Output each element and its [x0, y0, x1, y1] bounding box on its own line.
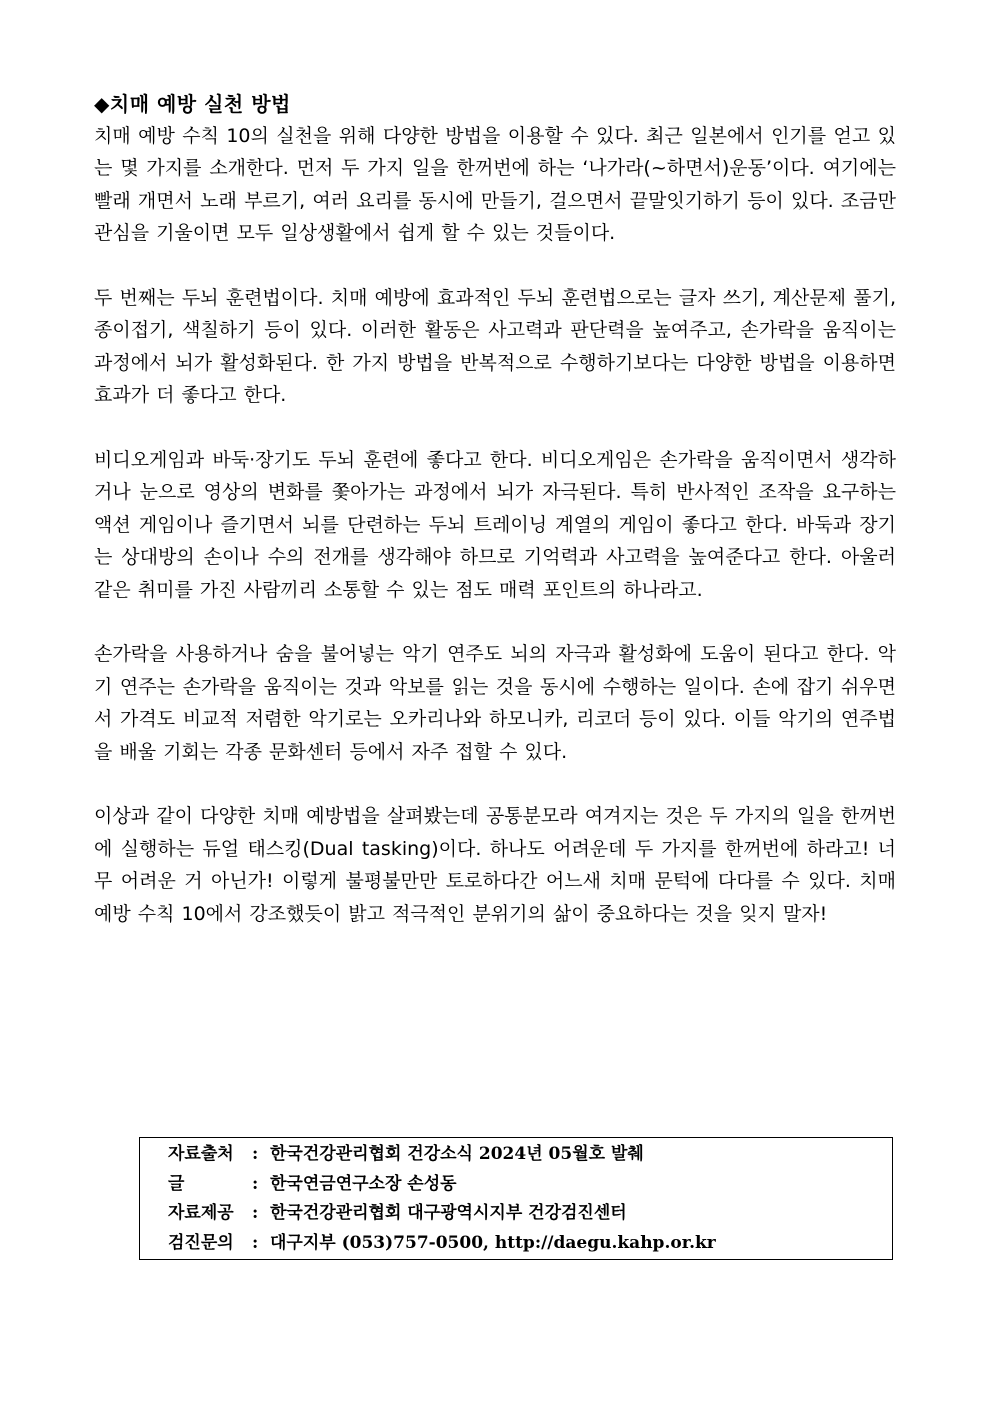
section-heading: ◆치매 예방 실천 방법: [94, 92, 291, 116]
credit-value: 한국건강관리협회 건강소식 2024년 05월호 발췌: [270, 1144, 644, 1164]
credit-label: 자료출처: [168, 1144, 234, 1164]
paragraph-dual-tasking: 이상과 같이 다양한 치매 예방법을 살펴봤는데 공통분모라 여겨지는 것은 두 가지의 일을 한꺼번에 실행하는 듀얼 태스킹(Dual tasking)이다. 하나도 어려운데 두 가지를 한꺼번에 하라고! 너무 어려운 거 아닌가! 이렇게 불평불만만 토로하다간 어느새 치매 문턱에 다다를 수 있다. 치매 예방 수칙 10에서 강조했듯이 밝고 적극적인 분위기의 삶이 중요하다는 것을 잊지 말자!: [94, 805, 896, 925]
credit-label: 자료제공: [168, 1203, 234, 1223]
paragraph-games-baduk: 비디오게임과 바둑·장기도 두뇌 훈련에 좋다고 한다. 비디오게임은 손가락을 움직이면서 생각하거나 눈으로 영상의 변화를 쫓아가는 과정에서 뇌가 자극된다. 특히 반사적인 조작을 요구하는 액션 게임이나 즐기면서 뇌를 단련하는 두뇌 트레이닝 계열의 게임이 좋다고 한다. 바둑과 장기는 상대방의 손이나 수의 전개를 생각해야 하므로 기억력과 사고력을 높여준다고 한다. 아울러 같은 취미를 가진 사람끼리 소통할 수 있는 점도 매력 포인트의 하나라고.: [94, 449, 896, 601]
paragraph-brain-training: 두 번째는 두뇌 훈련법이다. 치매 예방에 효과적인 두뇌 훈련법으로는 글자 쓰기, 계산문제 풀기, 종이접기, 색칠하기 등이 있다. 이러한 활동은 사고력과 판단력을 높여주고, 손가락을 움직이는 과정에서 뇌가 활성화된다. 한 가지 방법을 반복적으로 수행하기보다는 다양한 방법을 이용하면 효과가 더 좋다고 한다.: [94, 287, 896, 407]
credit-label: 검진문의: [168, 1232, 234, 1253]
credit-separator: :: [252, 1144, 259, 1164]
credit-value: 한국건강관리협회 대구광역시지부 건강검진센터: [270, 1203, 627, 1223]
credit-separator: :: [252, 1203, 259, 1223]
source-credit-box: [139, 1137, 893, 1260]
credit-row-provider: [140, 1199, 892, 1229]
credit-separator: :: [252, 1173, 259, 1194]
credit-value: 대구지부 (053)757-0500, http://daegu.kahp.or.kr: [270, 1232, 716, 1253]
article-body: [94, 120, 896, 930]
paragraph-nagara-exercise: 치매 예방 수칙 10의 실천을 위해 다양한 방법을 이용할 수 있다. 최근 일본에서 인기를 얻고 있는 몇 가지를 소개한다. 먼저 두 가지 일을 한꺼번에 하는 ‘나가라(~하면서)운동’이다. 여기에는 빨래 개면서 노래 부르기, 여러 요리를 동시에 만들기, 걸으면서 끝말잇기하기 등이 있다. 조금만 관심을 기울이면 모두 일상생활에서 쉽게 할 수 있는 것들이다.: [94, 125, 896, 245]
credit-value: 한국연금연구소장 손성동: [270, 1173, 457, 1194]
credit-separator: :: [252, 1232, 259, 1253]
credit-row-source: [140, 1140, 892, 1170]
paragraph-instruments: 손가락을 사용하거나 숨을 불어넣는 악기 연주도 뇌의 자극과 활성화에 도움이 된다고 한다. 악기 연주는 손가락을 움직이는 것과 악보를 읽는 것을 동시에 수행하는 일이다. 손에 잡기 쉬우면서 가격도 비교적 저렴한 악기로는 오카리나와 하모니카, 리코더 등이 있다. 이들 악기의 연주법을 배울 기회는 각종 문화센터 등에서 자주 접할 수 있다.: [94, 643, 896, 763]
credit-row-author: [140, 1170, 892, 1200]
credit-row-contact: [140, 1229, 892, 1259]
credit-label: 글: [168, 1173, 185, 1194]
